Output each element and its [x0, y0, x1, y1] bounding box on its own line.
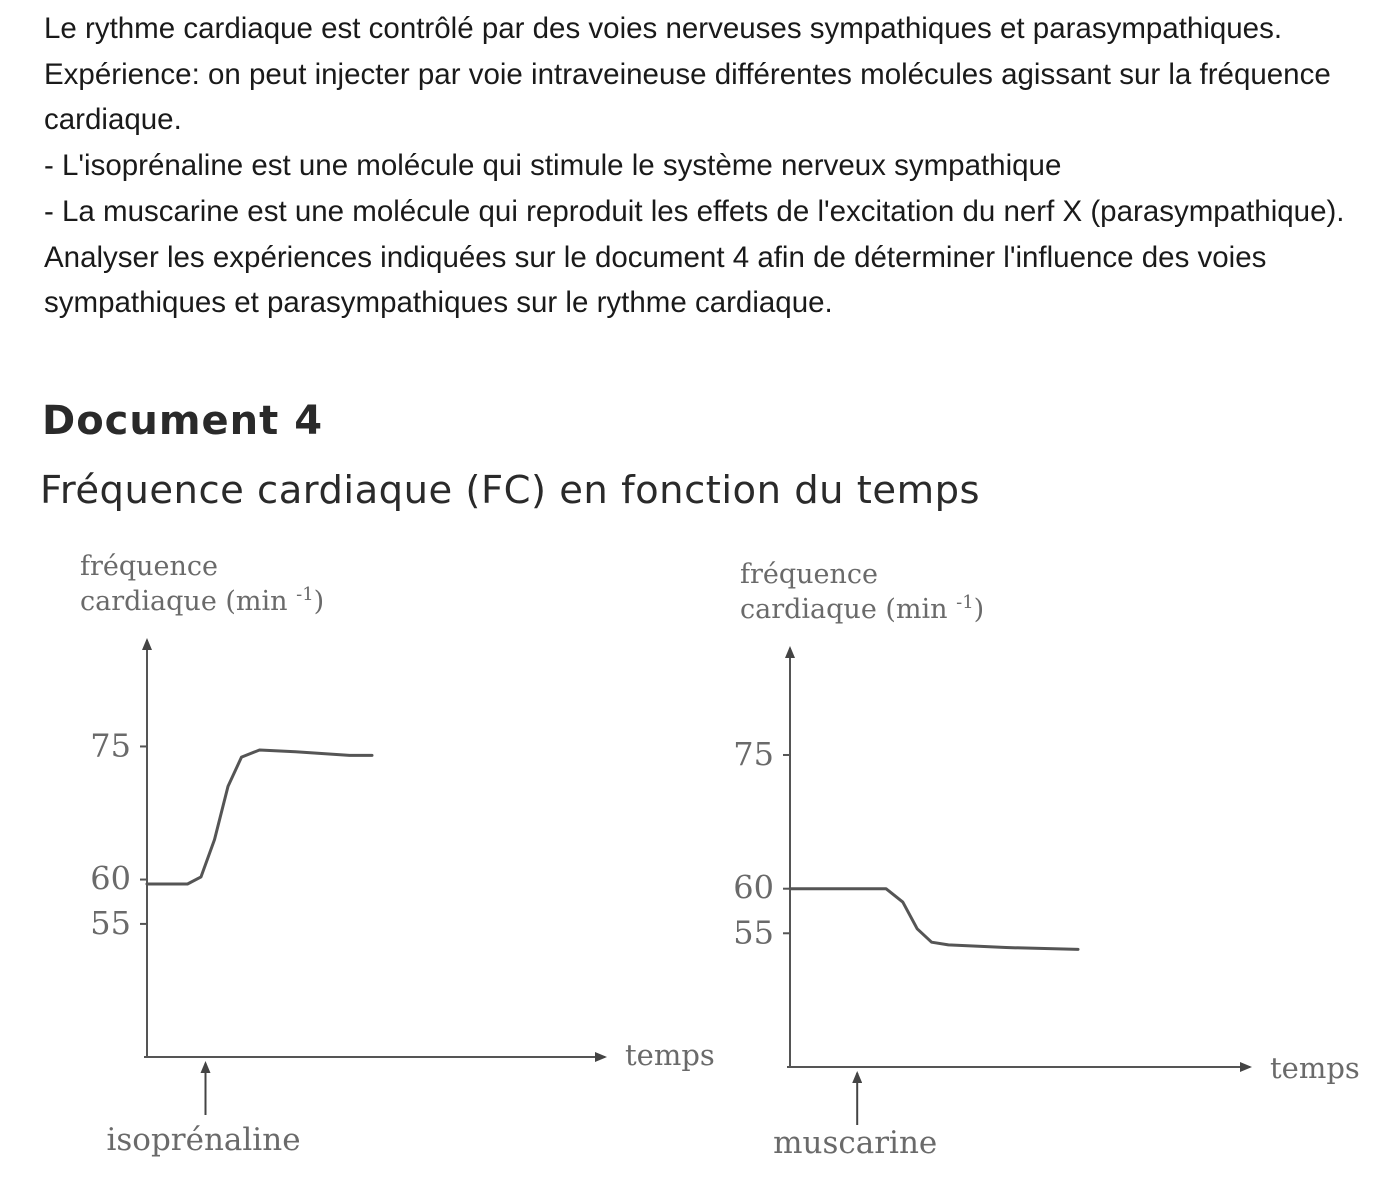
y-axis-label-line2: cardiaque (min $^{-1}$): [80, 584, 325, 617]
intro-instruction: Analyser les expériences indiquées sur le document 4 afin de déterminer l'influence des voies sympathiques et parasympathiques sur le rythme cardiaque.: [44, 240, 1267, 320]
y-tick-label-75: 75: [733, 734, 774, 773]
x-axis-label: temps: [625, 1038, 715, 1072]
y-tick-label-55: 55: [733, 913, 774, 952]
intro-bullet-isoprenaline: - L'isoprénaline est une molécule qui stimule le système nerveux sympathique: [44, 149, 1062, 183]
y-axis-label-line1: fréquence: [740, 559, 879, 590]
y-tick-label-60: 60: [733, 868, 774, 907]
document-subtitle: Fréquence cardiaque (FC) en fonction du temps: [40, 468, 981, 513]
intro-bullet-muscarine: - La muscarine est une molécule qui reproduit les effets de l'excitation du nerf X (parasympathique).: [44, 194, 1345, 228]
document-title: Document 4: [42, 398, 324, 444]
x-axis-label: temps: [1270, 1051, 1360, 1085]
intro-paragraph-1: Le rythme cardiaque est contrôlé par des voies nerveuses sympathiques et parasympathiques. Expérience: on peut injecter par voie intraveineuse différentes molécules agissant sur la fréquence cardiaque.: [44, 12, 1331, 137]
y-axis-label-exponent: -1: [296, 584, 314, 605]
y-axis-label-close: ): [973, 594, 985, 625]
injection-label: muscarine: [773, 1125, 938, 1161]
y-axis-label-exponent: -1: [956, 592, 974, 613]
y-tick-label-75: 75: [90, 726, 131, 765]
injection-label: isoprénaline: [106, 1122, 301, 1158]
y-axis-label-line2: cardiaque (min $^{-1}$): [740, 592, 985, 625]
chart-muscarine: [733, 559, 1359, 1161]
y-axis-label-close: ): [313, 586, 325, 617]
y-tick-label-60: 60: [90, 859, 131, 898]
y-tick-label-55: 55: [90, 903, 131, 942]
series-line-1: [147, 750, 372, 884]
chart-isoprenaline: [80, 551, 715, 1158]
y-axis-label-line1: fréquence: [80, 551, 219, 582]
series-line-1: [790, 889, 1078, 950]
